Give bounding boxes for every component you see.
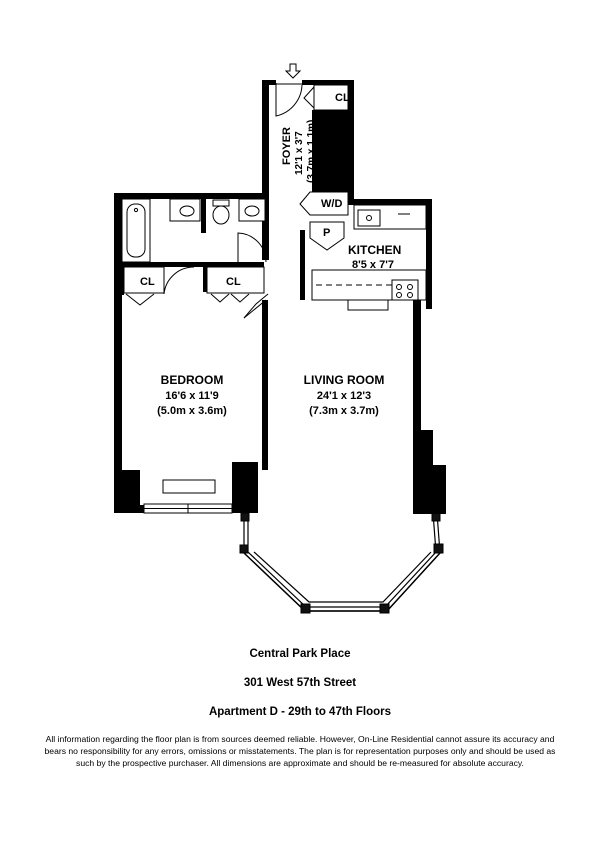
foyer-label [281,120,317,183]
bath-door [238,233,266,262]
bedroom-closet-label: CL [140,276,155,288]
apartment-unit: Apartment D - 29th to 47th Floors [208,706,392,718]
kitchen-fixtures [312,205,426,310]
foyer-name: FOYER [281,127,293,165]
living-room-name: LIVING ROOM [303,373,385,387]
bathroom-fixtures [122,199,265,262]
washer-dryer-label: W/D [321,198,343,210]
pantry-label: P [323,227,331,239]
entry-arrow-icon [286,64,300,78]
disclaimer: All information regarding the floor plan is from sources deemed reliable. However, On-Line Residential cannot assure its accuracy and bears no responsibility for any errors, omissions or misstatements. The plan is for representation purposes only and should be used as such by the prospective purchaser. All dimensions are approximate and should be re-measured for absolute accuracy. [44,734,556,768]
bedroom-closets [124,267,268,318]
kitchen-name: KITCHEN [348,243,402,257]
bedroom-dimensions-metric: (5.0m x 3.6m) [157,405,227,417]
living-room-dimensions: 24'1 x 12'3 [316,390,372,402]
foyer-closet-label: CL [335,92,350,104]
foyer-dimensions: 12'1 x 3'7 [294,131,305,175]
building-address: 301 West 57th Street [243,677,357,689]
building-name: Central Park Place [249,648,351,660]
bedroom-name: BEDROOM [160,373,224,387]
bedroom-dimensions: 16'6 x 11'9 [165,390,219,402]
living-room-dimensions-metric: (7.3m x 3.7m) [309,405,379,417]
bedroom-window [144,480,232,513]
bay-window [240,513,443,613]
foyer-dimensions-metric: (3.7m x 1.1m) [306,119,317,183]
hall-closet-label: CL [226,276,241,288]
entry-door [276,83,302,116]
kitchen-dimensions: 8'5 x 7'7 [352,259,394,271]
